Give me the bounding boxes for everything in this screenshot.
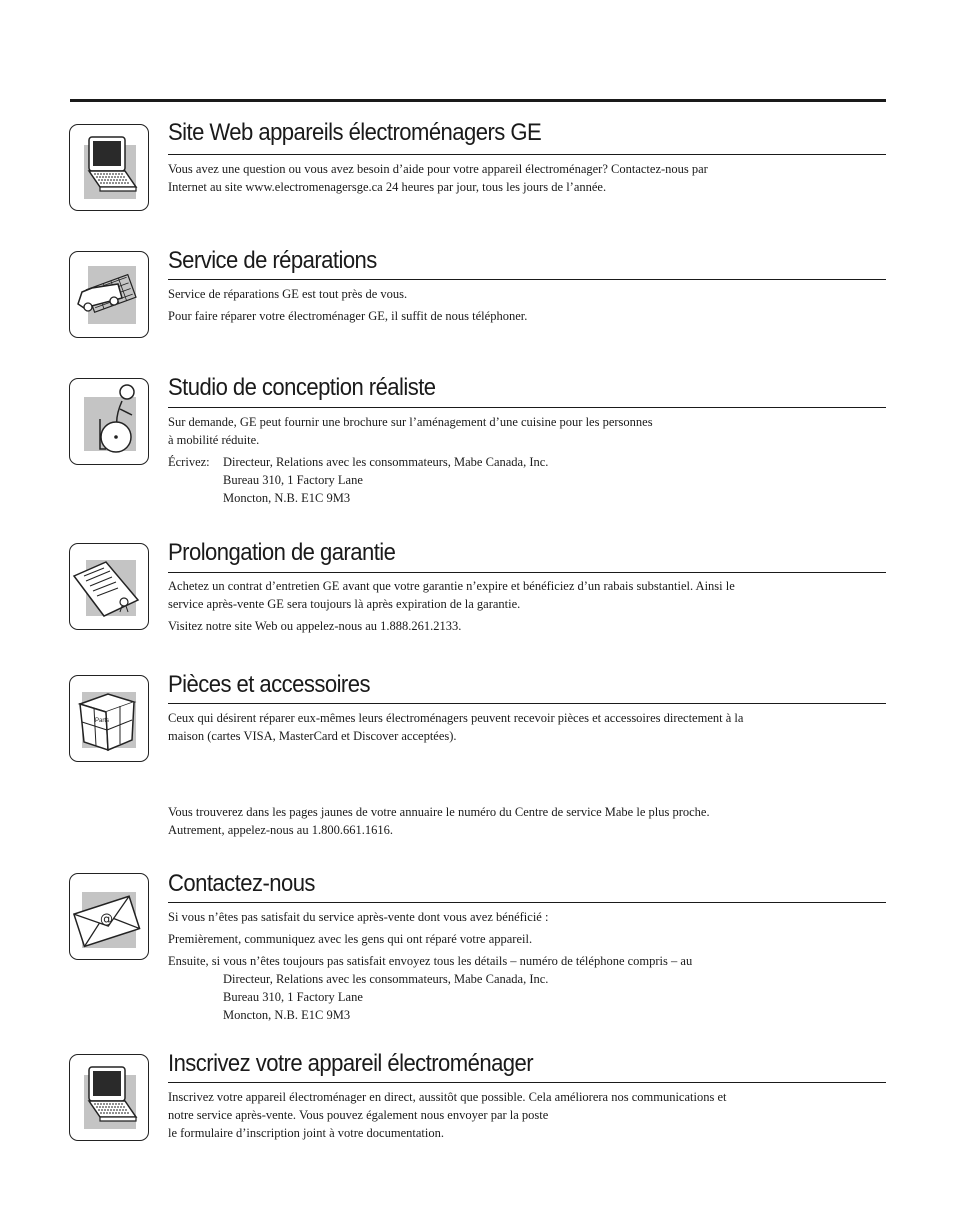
body-line: Pour faire réparer votre électroménager GE, il suffit de nous téléphoner.: [168, 309, 528, 323]
section-rule: [168, 703, 886, 704]
body-line: Visitez notre site Web ou appelez-nous au 1.888.261.2133.: [168, 619, 462, 633]
service-van-icon: [69, 251, 149, 338]
body-line: Sur demande, GE peut fournir une brochure sur l’aménagement d’une cuisine pour les personnes: [168, 415, 653, 429]
mailing-address: [168, 970, 868, 1024]
address-line: Moncton, N.B. E1C 9M3: [223, 1008, 351, 1022]
section-body: [168, 285, 868, 329]
section-heading: Contactez-nous: [168, 870, 315, 897]
section-body: [168, 1088, 868, 1142]
mailing-address: [168, 453, 868, 507]
section-rule: [168, 154, 886, 155]
section-rule: [168, 407, 886, 408]
body-line: Inscrivez votre appareil électroménager en direct, aussitôt que possible. Cela améliorera nos communications et: [168, 1090, 727, 1104]
address-label: Écrivez:: [168, 455, 210, 469]
warranty-certificate-icon: [69, 543, 149, 630]
body-line: service après-vente GE sera toujours là après expiration de la garantie.: [168, 597, 521, 611]
body-line: Internet au site www.electromenagersge.ca 24 heures par jour, tous les jours de l’année.: [168, 180, 607, 194]
top-rule: [70, 99, 886, 102]
body-line: Achetez un contrat d’entretien GE avant que votre garantie n’expire et bénéficiez d’un rabais substantiel. Ainsi le: [168, 579, 735, 593]
address-line: Bureau 310, 1 Factory Lane: [223, 473, 363, 487]
section-rule: [168, 902, 886, 903]
body-line: Premièrement, communiquez avec les gens qui ont réparé votre appareil.: [168, 932, 533, 946]
parts-box-icon: [69, 675, 149, 762]
section-rule: [168, 279, 886, 280]
section-heading: Inscrivez votre appareil électroménager: [168, 1050, 534, 1077]
parts-label: Parts: [95, 718, 110, 724]
yellow-pages-paragraph: [168, 803, 868, 839]
laptop-icon: [69, 1054, 149, 1141]
body-line: maison (cartes VISA, MasterCard et Discover acceptées).: [168, 729, 457, 743]
section-heading: Site Web appareils électroménagers GE: [168, 119, 542, 146]
body-line: Service de réparations GE est tout près de vous.: [168, 287, 408, 301]
section-body: [168, 908, 868, 1024]
email-envelope-icon: [69, 873, 149, 960]
section-body: [168, 577, 868, 635]
section-heading: Pièces et accessoires: [168, 671, 370, 698]
body-line: Si vous n’êtes pas satisfait du service après-vente dont vous avez bénéficié :: [168, 910, 549, 924]
body-line: Vous avez une question ou vous avez besoin d’aide pour votre appareil électroménager? Contactez-nous par: [168, 162, 708, 176]
section-rule: [168, 1082, 886, 1083]
body-line: Ensuite, si vous n’êtes toujours pas satisfait envoyez tous les détails – numéro de téléphone compris – au: [168, 954, 693, 968]
body-line: Autrement, appelez-nous au 1.800.661.1616.: [168, 823, 393, 837]
section-heading: Service de réparations: [168, 247, 377, 274]
at-sign: @: [100, 912, 113, 927]
section-body: [168, 160, 868, 196]
section-body: [168, 413, 868, 507]
body-line: notre service après-vente. Vous pouvez également nous envoyer par la poste: [168, 1108, 549, 1122]
section-rule: [168, 572, 886, 573]
section-heading: Studio de conception réaliste: [168, 374, 436, 401]
body-line: Vous trouverez dans les pages jaunes de votre annuaire le numéro du Centre de service Mabe le plus proche.: [168, 805, 710, 819]
body-line: Ceux qui désirent réparer eux-mêmes leurs électroménagers peuvent recevoir pièces et accessoires directement à la: [168, 711, 744, 725]
section-body: [168, 709, 868, 745]
address-line: Bureau 310, 1 Factory Lane: [223, 990, 363, 1004]
address-line: Directeur, Relations avec les consommateurs, Mabe Canada, Inc.: [223, 972, 549, 986]
wheelchair-icon: [69, 378, 149, 465]
address-line: Moncton, N.B. E1C 9M3: [223, 491, 351, 505]
body-line: à mobilité réduite.: [168, 433, 260, 447]
laptop-icon: [69, 124, 149, 211]
section-heading: Prolongation de garantie: [168, 539, 396, 566]
address-line: Directeur, Relations avec les consommateurs, Mabe Canada, Inc.: [223, 455, 549, 469]
body-line: le formulaire d’inscription joint à votre documentation.: [168, 1126, 444, 1140]
